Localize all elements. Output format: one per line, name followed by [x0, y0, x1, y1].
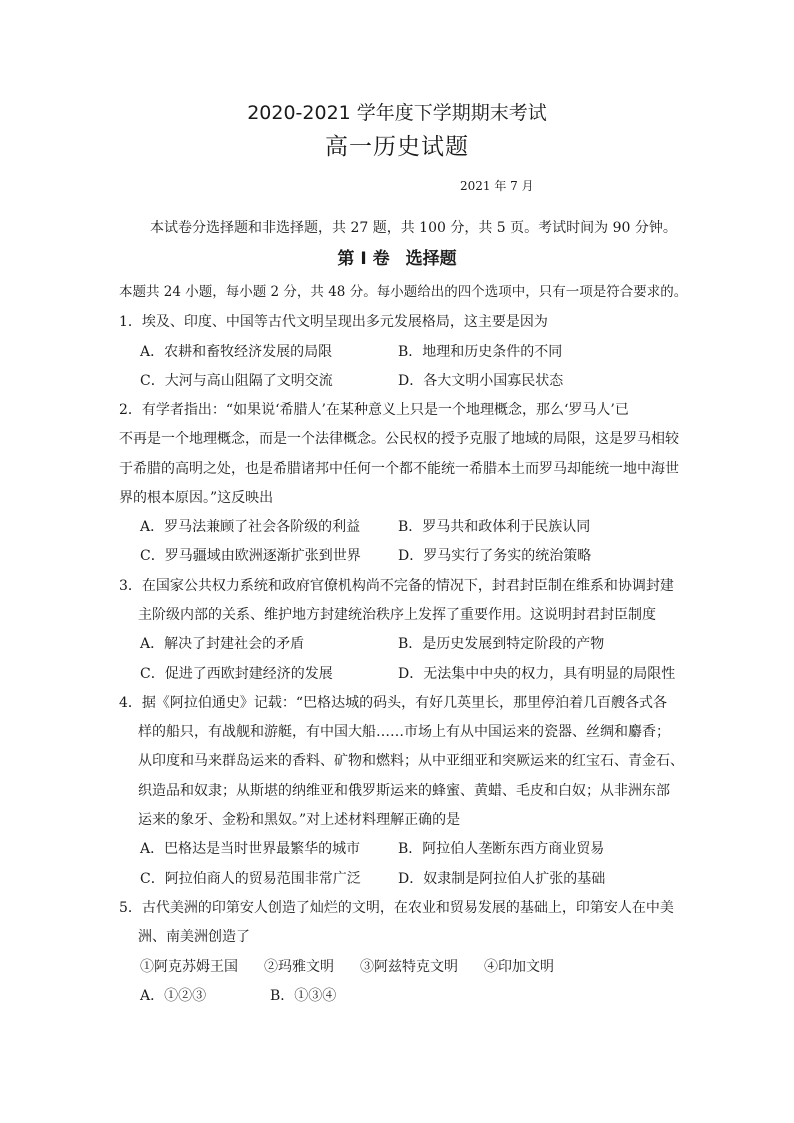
- question-4-option-d: D．奴隶制是阿拉伯人扩张的基础: [398, 871, 606, 887]
- question-4-stem-line-2: 样的船只，有战舰和游艇，有中国大船……市场上有从中国运来的瓷器、丝绸和麝香；: [138, 724, 670, 740]
- question-1-option-c: C．大河与高山阻隔了文明交流: [140, 373, 333, 389]
- question-3-option-a: A．解决了封建社会的矛盾: [140, 636, 305, 652]
- question-2-stem-line-1: 2．有学者指出：“如果说‘希腊人’在某种意义上只是一个地理概念，那么‘罗马人’已: [119, 402, 629, 418]
- exam-intro: 本试卷分选择题和非选择题，共 27 题，共 100 分，共 5 页。考试时间为 90 分钟。: [150, 220, 677, 236]
- question-4-option-a: A．巴格达是当时世界最繁华的城市: [140, 841, 361, 857]
- question-5-items: [140, 958, 580, 976]
- question-3-option-d: D．无法集中中央的权力，具有明显的局限性: [398, 666, 676, 682]
- section-part: 第 I 卷: [337, 249, 390, 269]
- question-4-stem-line-5: 运来的象牙、金粉和黑奴。”对上述材料理解正确的是: [138, 812, 461, 828]
- question-3-option-b: B．是历史发展到特定阶段的产物: [398, 636, 605, 652]
- question-5-item-4: ④印加文明: [484, 959, 554, 975]
- exam-title: 2020-2021 学年度下学期期末考试: [247, 102, 547, 124]
- question-4-stem-line-4: 织造品和奴隶；从斯堪的纳维亚和俄罗斯运来的蜂蜜、黄蜡、毛皮和白奴；从非洲东部: [138, 783, 670, 799]
- question-5-option-b: B．①③④: [270, 988, 337, 1004]
- question-2-stem-line-3: 于希腊的高明之处，也是希腊诸邦中任何一个都不能统一希腊本土而罗马却能统一地中海世: [119, 461, 679, 477]
- question-3-stem-line-2: 主阶级内部的关系、维护地方封建统治秩序上发挥了重要作用。这说明封君封臣制度: [138, 607, 656, 623]
- question-4-stem-line-1: 4．据《阿拉伯通史》记载：“巴格达城的码头，有好几英里长，那里停泊着几百艘各式各: [119, 695, 668, 711]
- question-5-stem-line-2: 洲、南美洲创造了: [138, 929, 250, 945]
- question-3-option-c: C．促进了西欧封建经济的发展: [140, 666, 333, 682]
- question-4-option-b: B．阿拉伯人垄断东西方商业贸易: [398, 841, 605, 857]
- exam-date: 2021 年 7 月: [460, 179, 534, 193]
- section-heading: [0, 248, 794, 270]
- question-1-option-a: A．农耕和畜牧经济发展的局限: [140, 344, 333, 360]
- question-1-option-d: D．各大文明小国寡民状态: [398, 373, 564, 389]
- question-5-item-1: ①阿克苏姆王国: [140, 959, 238, 975]
- question-2-option-d: D．罗马实行了务实的统治策略: [398, 548, 592, 564]
- question-1-option-b: B．地理和历史条件的不同: [398, 344, 563, 360]
- section-name: 选择题: [405, 249, 457, 269]
- question-5-option-a: A．①②③: [140, 988, 207, 1004]
- question-4-option-c: C．阿拉伯商人的贸易范围非常广泛: [140, 871, 361, 887]
- question-1-stem: 1．埃及、印度、中国等古代文明呈现出多元发展格局，这主要是因为: [119, 314, 548, 330]
- question-4-stem-line-3: 从印度和马来群岛运来的香料、矿物和燃料；从中亚细亚和突厥运来的红宝石、青金石、: [138, 753, 684, 769]
- exam-subject-title: 高一历史试题: [325, 134, 469, 160]
- question-2-option-b: B．罗马共和政体利于民族认同: [398, 519, 591, 535]
- question-3-stem-line-1: 3．在国家公共权力系统和政府官僚机构尚不完备的情况下，封君封臣制在维系和协调封建: [119, 578, 674, 594]
- section-instructions: 本题共 24 小题，每小题 2 分，共 48 分。每小题给出的四个选项中，只有一项是符合要求的。: [119, 284, 688, 300]
- question-2-stem-line-2: 不再是一个地理概念，而是一个法律概念。公民权的授予克服了地域的局限，这是罗马相较: [119, 431, 679, 447]
- question-2-option-a: A．罗马法兼顾了社会各阶级的利益: [140, 519, 361, 535]
- question-5-item-3: ③阿兹特克文明: [360, 959, 458, 975]
- question-5-item-2: ②玛雅文明: [264, 959, 334, 975]
- question-2-stem-line-4: 界的根本原因。”这反映出: [119, 490, 274, 506]
- question-2-option-c: C．罗马疆域由欧洲逐渐扩张到世界: [140, 548, 361, 564]
- question-5-stem-line-1: 5．古代美洲的印第安人创造了灿烂的文明，在农业和贸易发展的基础上，印第安人在中美: [119, 900, 674, 916]
